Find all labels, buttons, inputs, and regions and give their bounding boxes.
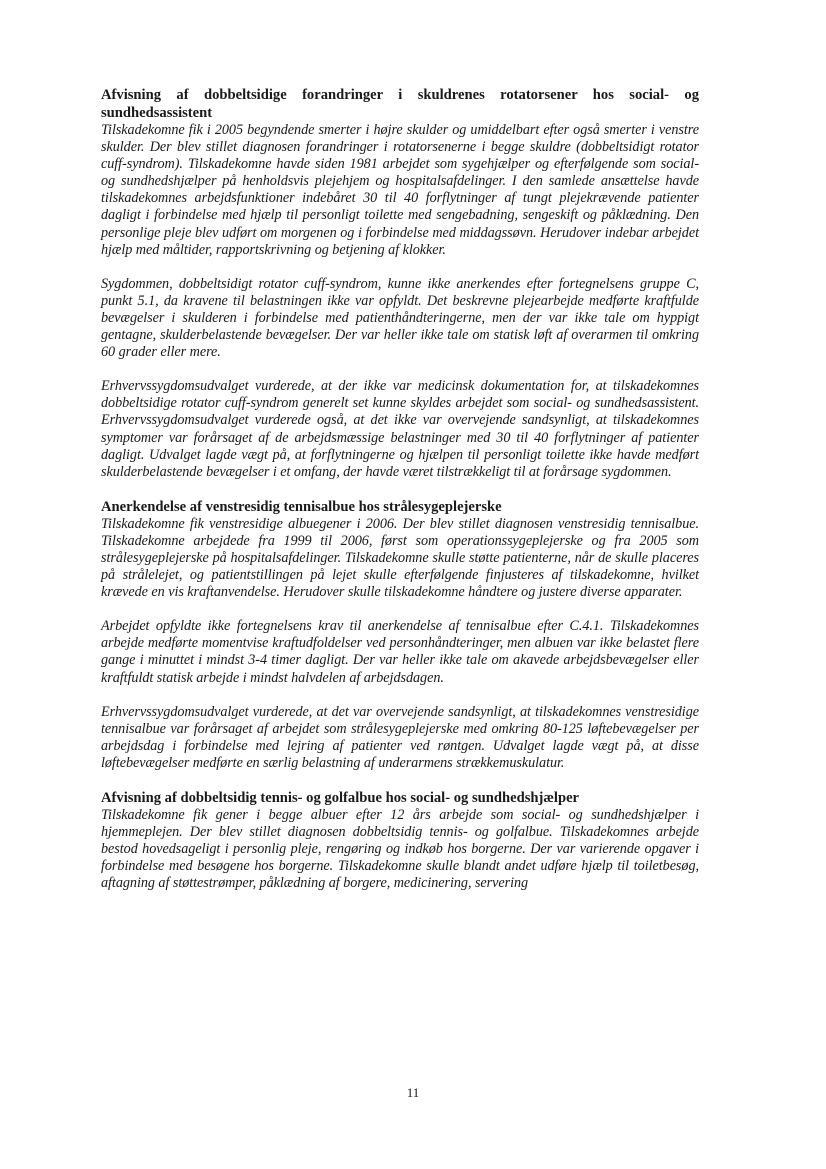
paragraph: Sygdommen, dobbeltsidigt rotator cuff-syndrom, kunne ikke anerkendes efter fortegnelsens gruppe C, punkt 5.1, da kravene til belastningen ikke var opfyldt. Det beskrevne plejearbejde medførte kraftfulde bevægelser i skulderen i forbindelse med patienthåndteringerne, men der var ikke tale om hyppigt gentagne, skulderbelastende bevægelser. Der var heller ikke tale om statisk løft af overarmen til omkring 60 grader eller mere. xyxy=(101,275,699,361)
section-heading: Afvisning af dobbeltsidige forandringer i skuldrenes rotatorsener hos social- og sundhedsassistent xyxy=(101,87,699,121)
section-heading: Anerkendelse af venstresidig tennisalbue hos strålesygeplejerske xyxy=(101,498,502,515)
paragraph: Tilskadekomne fik i 2005 begyndende smerter i højre skulder og umiddelbart efter også smerter i venstre skulder. Der blev stillet diagnosen forandringer i rotatorsenerne i begge skuldre (dobbeltsidigt rotator cuff-syndrom). Tilskadekomne havde siden 1981 arbejdet som sygehjælper og efterfølgende som social- og sundhedshjælper på henholdsvis plejehjem og hospitalsafdelinger. I den samlede ansættelse havde tilskadekomnes arbejdsfunktioner indebåret 30 til 40 forflytninger af tungt plejekrævende patienter dagligt i forbindelse med hjælp til personligt toilette med sengebadning, sengeskift og påklædning. Den personlige pleje blev udført om morgenen og i forbindelse med middagssøvn. Herudover indebar arbejdet hjælp med måltider, rapportskrivning og betjening af klokker. xyxy=(101,122,699,258)
paragraph: Erhvervssygdomsudvalget vurderede, at det var overvejende sandsynligt, at tilskadekomnes venstresidige tennisalbue var forårsaget af arbejdet som strålesygeplejerske med omkring 80-125 løftebevægelser per arbejdsdag i forbindelse med lejring af patienter ved røntgen. Udvalget lagde vægt på, at disse løftebevægelser medførte en særlig belastning af underarmens strækkemuskulatur. xyxy=(101,703,699,771)
paragraph: Erhvervssygdomsudvalget vurderede, at der ikke var medicinsk dokumentation for, at tilskadekomnes dobbeltsidige rotator cuff-syndrom generelt set kunne skyldes arbejdet som social- og sundhedsassistent. Erhvervssygdomsudvalget vurderede også, at det ikke var overvejende sandsynligt, at tilskadekomnes symptomer var forårsaget af de arbejdsmæssige belastninger med 30 til 40 forflytninger af patienter dagligt. Udvalget lagde vægt på, at forflytningerne og hjælpen til personligt toilette ikke havde medført skulderbelastende bevægelser i et omfang, der havde været tilstrækkeligt til at forårsage sygdommen. xyxy=(101,378,699,480)
section-tennis-elbow-recognition xyxy=(101,498,699,772)
page-content xyxy=(101,86,699,892)
paragraph: Tilskadekomne fik venstresidige albuegener i 2006. Der blev stillet diagnosen venstresidig tennisalbue. Tilskadekomne arbejdede fra 1999 til 2006, først som operationssygeplejerske og fra 2005 som strålesygeplejerske på hospitalsafdelinger. Tilskadekomne skulle støtte patienterne, når de skulle placeres på strålelejet, og patientstillingen på lejet skulle efterfølgende finjusteres af tilskadekomne, hvilket krævede en vis kraftanvendelse. Herudover skulle tilskadekomne håndtere og justere diverse apparater. xyxy=(101,515,699,601)
page-number: 11 xyxy=(406,1085,420,1100)
section-heading: Afvisning af dobbeltsidig tennis- og golfalbue hos social- og sundhedshjælper xyxy=(101,790,580,806)
section-shoulder-rejection xyxy=(101,86,699,481)
paragraph: Tilskadekomne fik gener i begge albuer efter 12 års arbejde som social- og sundhedshjælper i hjemmeplejen. Der blev stillet diagnosen dobbeltsidig tennis- og golfalbue. Tilskadekomnes arbejde bestod hovedsageligt i personlig pleje, rengøring og indkøb hos borgerne. Der var varierende opgaver i forbindelse med besøgene hos borgerne. Tilskadekomne skulle blandt andet udføre hjælp til toiletbesøg, aftagning af støttestrømper, påklædning af borgere, medicinering, servering xyxy=(101,807,699,892)
paragraph: Arbejdet opfyldte ikke fortegnelsens krav til anerkendelse af tennisalbue efter C.4.1. Tilskadekomnes arbejde medførte momentvise kraftudfoldelser ved personhåndteringer, men albuen var ikke belastet flere gange i minuttet i mindst 3-4 timer dagligt. Der var heller ikke tale om akavede arbejdsbevægelser eller kraftfuldt statisk arbejde i mindst halvdelen af arbejdsdagen. xyxy=(101,618,699,686)
section-tennis-golf-elbow-rejection xyxy=(101,789,699,892)
